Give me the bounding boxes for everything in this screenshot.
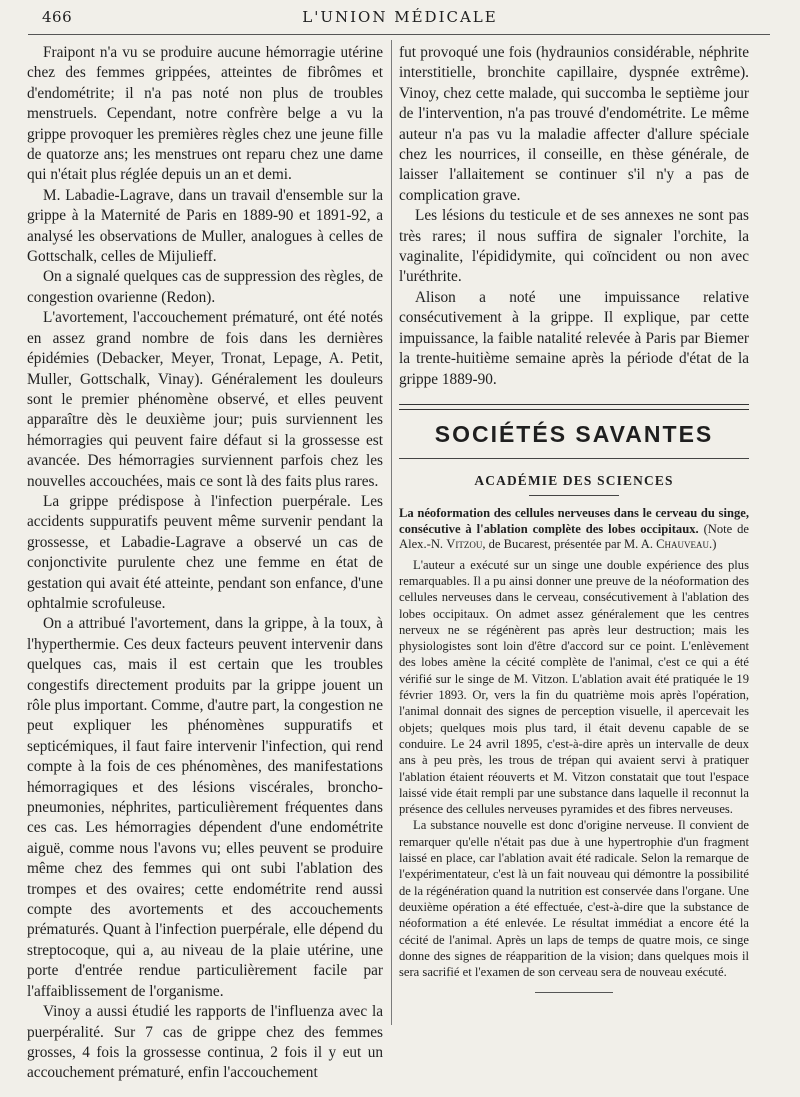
running-title: L'UNION MÉDICALE — [302, 8, 498, 26]
article-paragraph: L'auteur a exécuté sur un singe une double expérience des plus remarquables. Il a pu ainsi donner une preuve de la néoformation des cellules nerveuses dans le cerveau, consécutivement à l'ablation des lobes occipitaux. On admet assez généralement que les centres nerveux ne se régénèrent pas après leur destruction; mais les physiologistes sont loin d'être d'accord sur ce point. L'enlèvement des lobes amène la cécité complète de l'animal, c'est ce qui a été vérifié sur le singe de M. Vitzon. L'ablation avait été pratiquée le 19 février 1893. Or, vers la fin du quatrième mois après l'opération, l'animal donnait des signes de perception visuelle, il apercevait les objets; quelques mois plus tard, il était devenu capable de se conduire. Le 24 avril 1895, c'est-à-dire après un intervalle de deux ans à peu près, les trous de trépan qui avaient servi à pratiquer l'ablation étaient réouverts et M. Vitzon constatait que tout l'espace laissé vide était rempli par une substance dans laquelle il reconnut la présence des cellules nerveuses pyramides et des fibres nerveuses. — [399, 557, 749, 817]
page-number: 466 — [42, 8, 73, 26]
page-header — [28, 6, 772, 28]
subsection-title: ACADÉMIE DES SCIENCES — [474, 472, 674, 488]
paragraph: fut provoqué une fois (hydraunios considérable, néphrite interstitielle, bronchite capillaire, dyspnée extrême). Vinoy, chez cette malade, qui succomba le septième jour de l'intervention, n'a pas trouvé d'endométrite. Le même auteur n'a pas vu la maladie affecter d'allure spéciale chez les nourrices, il conseille, en thèse générale, de laisser l'allaitement se continuer s'il n'y a pas de complication grave. — [399, 44, 749, 204]
header-rule — [28, 34, 770, 35]
article-note-prefix: (Note de Alex.-N. — [399, 521, 750, 552]
paragraph: Les lésions du testicule et de ses annexes ne sont pas très rares; il nous suffira de signaler l'orchite, la vaginalite, l'épididymite, qui coïncident ou non avec l'uréthrite. — [399, 207, 749, 286]
article-note-suffix: .) — [709, 537, 717, 552]
paragraph: On a signalé quelques cas de suppression des règles, de congestion ovarienne (Redon). — [27, 268, 383, 306]
right-column — [399, 43, 749, 993]
paragraph: On a attribué l'avortement, dans la grippe, à la toux, à l'hyperthermie. Ces deux facteurs peuvent intervenir dans quelques cas, mais il est certain que les troubles congestifs directement produits par la grippe jouent un rôle plus important. Comme, d'autre part, la congestion ne peut expliquer les phénomènes suppuratifs et septicémiques, il faut faire intervenir l'infection, qui rend compte à la fois de ces phénomènes, des manifestations hémorragiques et des lésions viscérales, broncho-pneumonies, néphrites, particulièrement fréquentes dans ces cas. Les hémorragies dépendent d'une endométrite aiguë, comme nous l'avons vu; elles peuvent se produire même chez des femmes qui ont subi l'ablation des trompes et des ovaires; cette endométrite rend aussi compte des avortements et des accouchements prématurés. Quant à l'infection puerpérale, elle dépend du streptocoque, qui a, au niveau de la plaie utérine, une porte d'entrée rendue particulièrement facile par l'affaiblissement de l'organisme. — [27, 615, 383, 1000]
paragraph: La grippe prédispose à l'infection puerpérale. Les accidents suppuratifs peuvent même survenir pendant la grossesse, et Labadie-Lagrave a observé un cas de conjonctivite purulente chez une femme en état de gestation qui avait été atteinte, pendant son enfance, d'une ophtalmie scrofuleuse. — [27, 492, 383, 612]
left-column — [27, 43, 383, 1084]
section-title: SOCIÉTÉS SAVANTES — [434, 420, 714, 447]
paragraph: Fraipont n'a vu se produire aucune hémorragie utérine chez des femmes grippées, atteintes de fibrômes et d'endométrite; il n'a pas noté non plus de troubles menstruels. Cependant, notre confrère belge a vu la grippe provoquer les premières règles chez une jeune fille de quatorze ans; les menstrues ont reparu chez une dame qui n'était plus réglée depuis un an et demi. — [27, 44, 383, 184]
article-end-rule — [535, 992, 613, 993]
article-note-mid: , de Bucarest, présentée par M. A. — [482, 537, 653, 552]
article-heading — [399, 506, 749, 553]
paragraph: L'avortement, l'accouchement prématuré, ont été notés en assez grand nombre de fois dans les dernières épidémies (Debacker, Meyer, Tronat, Lepage, A. Petit, Muller, Gottschalk, Vinay). Généralement les douleurs sont le premier phénomène observé, et elles peuvent apparaître dès le deuxième jour; puis surviennent les hémorragies qui peuvent faire défaut si la grossesse est avancée. Des hémorragies surviennent parfois chez les nouvelles accouchées, mais ce sont là des faits plus rares. — [27, 309, 383, 490]
paragraph: Vinoy a aussi étudié les rapports de l'influenza avec la puerpéralité. Sur 7 cas de grippe chez des femmes grosses, 4 fois la grossesse continua, 2 fois il y eut un accouchement prématuré, enfin l'accouchement — [27, 1003, 383, 1082]
column-divider — [391, 40, 392, 1025]
section-rule — [399, 458, 749, 459]
section-double-rule — [399, 404, 749, 410]
article-author: Vitzou — [446, 537, 483, 552]
article-paragraph: La substance nouvelle est donc d'origine nerveuse. Il convient de remarquer qu'elle n'était pas due à une hypertrophie d'un fragment laissé en place, car l'ablation avait été radicale. Selon la remarque de l'expérimentateur, c'est là un fait nouveau qui démontre la possibilité de la régénération quand la nutrition est conservée dans l'organe. Une deuxième opération a été effectuée, c'est-à-dire que la substance de néoformation a été enlevée. Le résultat immédiat a encore été la cécité de l'animal. Après un laps de temps de quatre mois, ce singe donne des signes de réapparition de la vision; dans quelques mois il sera sacrifié et l'examen de son cerveau sera de nouveau exécuté. — [399, 818, 749, 980]
article-title: La néoformation des cellules nerveuses dans le cerveau du singe, consécutive à l'ablation complète des lobes occipitaux. — [399, 505, 749, 536]
subsection-underline — [529, 495, 619, 496]
article-presenter: Chauveau — [656, 537, 710, 552]
paragraph: M. Labadie-Lagrave, dans un travail d'ensemble sur la grippe à la Maternité de Paris en 1889-90 et 1891-92, a analysé les observations de Muller, analogues à celles de Gottschalk, celles de Mijulieff. — [27, 186, 383, 266]
paragraph: Alison a noté une impuissance relative consécutivement à la grippe. Il explique, par cette impuissance, la faible natalité relevée à Paris par Biemer la trente-huitième semaine après la période d'état de la grippe 1889-90. — [399, 288, 749, 388]
